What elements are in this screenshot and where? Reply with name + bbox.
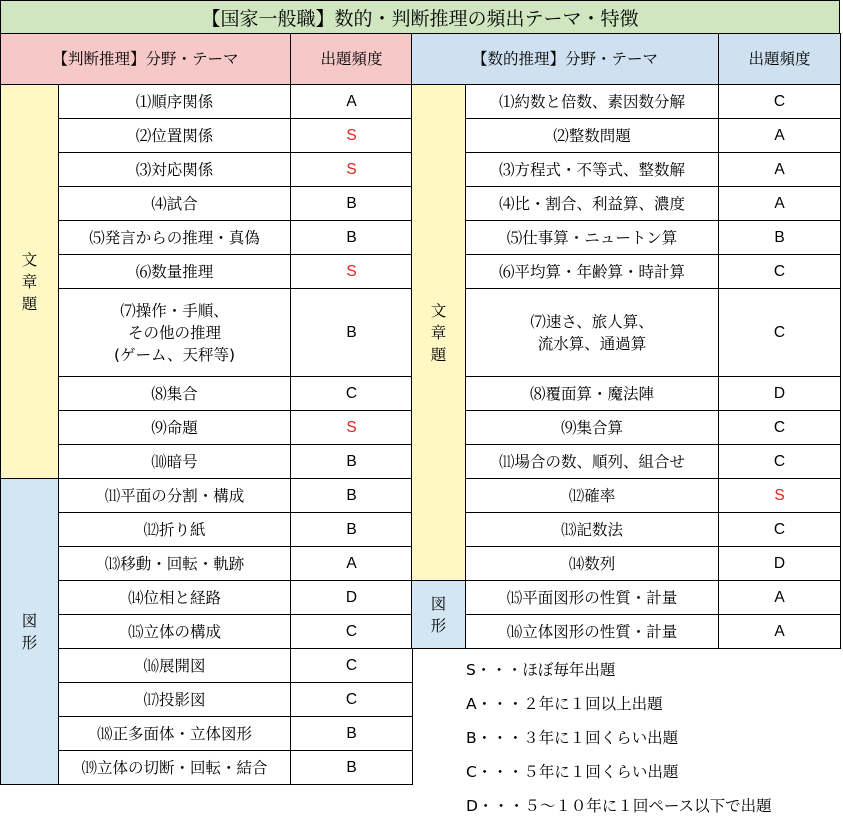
table-row <box>1 615 413 649</box>
frequency-cell: A <box>291 547 413 581</box>
frequency-cell: B <box>291 717 413 751</box>
legend-item-a: A・・・２年に１回以上出題 <box>466 695 663 713</box>
table-row <box>1 581 413 615</box>
theme-cell: ⑸発言からの推理・真偽 <box>59 221 291 255</box>
table-row <box>412 187 841 221</box>
table-row <box>412 221 841 255</box>
theme-cell: ⑼命題 <box>59 411 291 445</box>
table-row <box>412 581 841 615</box>
numerical-reasoning-table <box>411 33 841 649</box>
theme-cell: ⒅正多面体・立体図形 <box>59 717 291 751</box>
theme-cell: ⑹平均算・年齢算・時計算 <box>466 255 719 289</box>
table-row <box>1 289 413 377</box>
table-row <box>412 615 841 649</box>
frequency-cell: B <box>291 221 413 255</box>
frequency-cell: D <box>291 581 413 615</box>
category-text-problems: 文 章 題 <box>412 85 466 581</box>
table-row <box>1 119 413 153</box>
frequency-cell: B <box>291 751 413 785</box>
right-frequency-header: 出題頻度 <box>719 34 841 85</box>
frequency-cell: A <box>291 85 413 119</box>
frequency-cell: A <box>719 615 841 649</box>
legend-item-b: B・・・３年に１回くらい出題 <box>466 729 679 747</box>
theme-cell: ⑿確率 <box>466 479 719 513</box>
frequency-cell: C <box>719 289 841 377</box>
category-text-problems: 文 章 題 <box>1 85 59 479</box>
table-row <box>1 187 413 221</box>
theme-cell: ⑾場合の数、順列、組合せ <box>466 445 719 479</box>
theme-cell: ⑽暗号 <box>59 445 291 479</box>
category-figures: 図 形 <box>412 581 466 649</box>
table-row <box>1 255 413 289</box>
frequency-cell: A <box>719 153 841 187</box>
table-row <box>412 119 841 153</box>
frequency-cell: B <box>719 221 841 255</box>
theme-cell: ⒀記数法 <box>466 513 719 547</box>
table-row <box>1 377 413 411</box>
frequency-legend <box>466 653 836 823</box>
frequency-cell: B <box>291 513 413 547</box>
table-row <box>1 221 413 255</box>
table-row <box>1 85 413 119</box>
right-theme-header: 【数的推理】分野・テーマ <box>412 34 719 85</box>
left-theme-header: 【判断推理】分野・テーマ <box>1 34 291 85</box>
theme-cell: ⒄投影図 <box>59 683 291 717</box>
legend-item-d: D・・・５～１０年に１回ペース以下で出題 <box>466 797 772 815</box>
frequency-cell: B <box>291 479 413 513</box>
table-row <box>412 255 841 289</box>
theme-cell: ⑻集合 <box>59 377 291 411</box>
theme-cell: ⒆立体の切断・回転・結合 <box>59 751 291 785</box>
frequency-cell: S <box>291 255 413 289</box>
table-row <box>412 547 841 581</box>
theme-cell: ⑺操作・手順、 その他の推理 (ゲーム、天秤等) <box>59 289 291 377</box>
theme-cell: ⑷試合 <box>59 187 291 221</box>
theme-cell: ⑴順序関係 <box>59 85 291 119</box>
table-row <box>1 479 413 513</box>
theme-cell: ⑷比・割合、利益算、濃度 <box>466 187 719 221</box>
right-header-row <box>412 34 841 85</box>
theme-cell: ⑴約数と倍数、素因数分解 <box>466 85 719 119</box>
frequency-cell: C <box>291 377 413 411</box>
table-row <box>1 717 413 751</box>
table-row <box>412 513 841 547</box>
theme-cell: ⑿折り紙 <box>59 513 291 547</box>
frequency-cell: S <box>719 479 841 513</box>
legend-item-s: S・・・ほぼ毎年出題 <box>466 661 616 679</box>
theme-cell: ⒃立体図形の性質・計量 <box>466 615 719 649</box>
theme-cell: ⑾平面の分割・構成 <box>59 479 291 513</box>
table-row <box>1 513 413 547</box>
table-row <box>412 445 841 479</box>
theme-cell: ⒂立体の構成 <box>59 615 291 649</box>
frequency-cell: C <box>291 615 413 649</box>
theme-cell: ⑻覆面算・魔法陣 <box>466 377 719 411</box>
table-row <box>1 649 413 683</box>
theme-cell: ⑵整数問題 <box>466 119 719 153</box>
table-row <box>1 153 413 187</box>
frequency-cell: C <box>719 445 841 479</box>
frequency-cell: B <box>291 187 413 221</box>
frequency-cell: A <box>719 187 841 221</box>
frequency-cell: D <box>719 377 841 411</box>
frequency-cell: C <box>291 649 413 683</box>
theme-cell: ⑵位置関係 <box>59 119 291 153</box>
theme-cell: ⑺速さ、旅人算、 流水算、通過算 <box>466 289 719 377</box>
frequency-cell: C <box>291 683 413 717</box>
frequency-cell: C <box>719 255 841 289</box>
table-row <box>412 153 841 187</box>
frequency-cell: B <box>291 445 413 479</box>
frequency-cell: S <box>291 411 413 445</box>
table-row <box>1 683 413 717</box>
frequency-cell: S <box>291 153 413 187</box>
theme-cell: ⑶方程式・不等式、整数解 <box>466 153 719 187</box>
theme-cell: ⒁位相と経路 <box>59 581 291 615</box>
frequency-cell: C <box>719 411 841 445</box>
table-row <box>412 479 841 513</box>
frequency-cell: A <box>719 119 841 153</box>
legend-item-c: C・・・５年に１回くらい出題 <box>466 763 679 781</box>
theme-cell: ⒀移動・回転・軌跡 <box>59 547 291 581</box>
theme-cell: ⑸仕事算・ニュートン算 <box>466 221 719 255</box>
page-title: 【国家一般職】数的・判断推理の頻出テーマ・特徴 <box>0 0 840 34</box>
frequency-cell: C <box>719 85 841 119</box>
theme-cell: ⒂平面図形の性質・計量 <box>466 581 719 615</box>
table-row <box>412 289 841 377</box>
left-frequency-header: 出題頻度 <box>291 34 413 85</box>
table-row <box>412 377 841 411</box>
table-row <box>412 85 841 119</box>
frequency-cell: A <box>719 581 841 615</box>
theme-cell: ⑶対応関係 <box>59 153 291 187</box>
frequency-cell: B <box>291 289 413 377</box>
theme-cell: ⒃展開図 <box>59 649 291 683</box>
theme-cell: ⑼集合算 <box>466 411 719 445</box>
left-header-row <box>1 34 413 85</box>
table-row <box>1 411 413 445</box>
category-figures: 図 形 <box>1 479 59 785</box>
table-row <box>1 445 413 479</box>
frequency-cell: S <box>291 119 413 153</box>
theme-cell: ⑹数量推理 <box>59 255 291 289</box>
table-row <box>1 547 413 581</box>
table-row <box>412 411 841 445</box>
frequency-cell: D <box>719 547 841 581</box>
table-row <box>1 751 413 785</box>
judgment-reasoning-table <box>0 33 413 785</box>
theme-cell: ⒁数列 <box>466 547 719 581</box>
frequency-cell: C <box>719 513 841 547</box>
